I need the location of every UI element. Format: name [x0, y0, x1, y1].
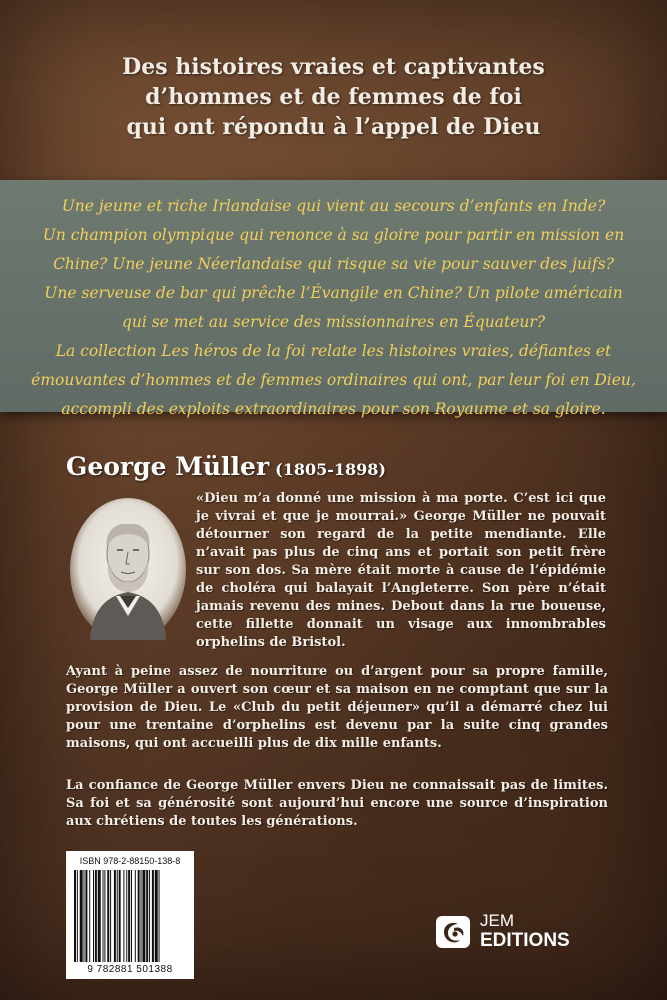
- intro-line: Chine? Une jeune Néerlandaise qui risque sa vie pour sauver des juifs?: [53, 255, 614, 273]
- barcode-bars: [74, 870, 186, 962]
- intro-line: accompli des exploits extraordinaires pour son Royaume et sa gloire.: [61, 400, 606, 418]
- series-description-band: [0, 180, 667, 418]
- bio-paragraph-1: «Dieu m’a donné une mission à ma porte. C’est ici que je vivrai et que je mourrai.» George Müller ne pouvait détourner son regard de la petite mendiante. Elle n’avait pas plus de cinq ans et portait son petit frère sur son dos. Sa mère était morte à cause de l’épidémie de choléra qui balayait l’Angleterre. Son père n’était jamais revenu des mines. Debout dans la rue boueuse, cette fillette donnait un visage aux innombrables orphelins de Bristol.: [196, 491, 606, 650]
- portrait-engraving: [68, 492, 188, 640]
- tagline-line-2: d’hommes et de femmes de foi: [145, 84, 522, 110]
- intro-line: Une serveuse de bar qui prêche l’Évangile en Chine? Un pilote américain: [44, 284, 623, 302]
- intro-line: La collection Les héros de la foi relate les histoires vraies, défiantes et: [55, 342, 612, 360]
- series-description: [20, 192, 647, 424]
- publisher-line-1: JEM: [480, 911, 514, 930]
- bio-paragraph-3: La confiance de George Müller envers Dieu ne connaissait pas de limites. Sa foi et sa générosité sont aujourd’hui encore une source d’inspiration aux chrétiens de toutes les générations.: [66, 778, 608, 829]
- intro-line: qui se met au service des missionnaires en Équateur?: [121, 313, 546, 331]
- intro-line: Un champion olympique qui renonce à sa gloire pour partir en mission en: [42, 226, 625, 244]
- publisher-logo-text: [480, 911, 570, 951]
- barcode-label: [66, 851, 194, 979]
- subject-dates: (1805-1898): [275, 460, 386, 479]
- barcode-number: 9 782881 501388: [87, 964, 173, 975]
- bio-paragraph-2: Ayant à peine assez de nourriture ou d’argent pour sa propre famille, George Müller a ouvert son cœur et sa maison en ne comptant que sur la provision de Dieu. Le «Club du petit déjeuner» qu’il a démarré chez lui pour une trentaine d’orphelins est devenu par la suite cinq grandes maisons, qui ont accueilli plus de dix mille enfants.: [66, 664, 608, 751]
- intro-line: émouvantes d’hommes et de femmes ordinaires qui ont, par leur foi en Dieu,: [31, 371, 636, 389]
- subject-name: George Müller: [66, 452, 270, 481]
- isbn-text: ISBN 978-2-88150-138-8: [79, 856, 181, 866]
- intro-line: Une jeune et riche Irlandaise qui vient au secours d’enfants en Inde?: [61, 197, 606, 215]
- tagline-line-3: qui ont répondu à l’appel de Dieu: [126, 114, 541, 140]
- tagline-line-1: Des histoires vraies et captivantes: [122, 54, 545, 80]
- tagline: [0, 52, 667, 142]
- jem-logo-icon: [434, 912, 474, 952]
- publisher-line-2: EDITIONS: [480, 930, 570, 951]
- subject-heading: [66, 452, 386, 481]
